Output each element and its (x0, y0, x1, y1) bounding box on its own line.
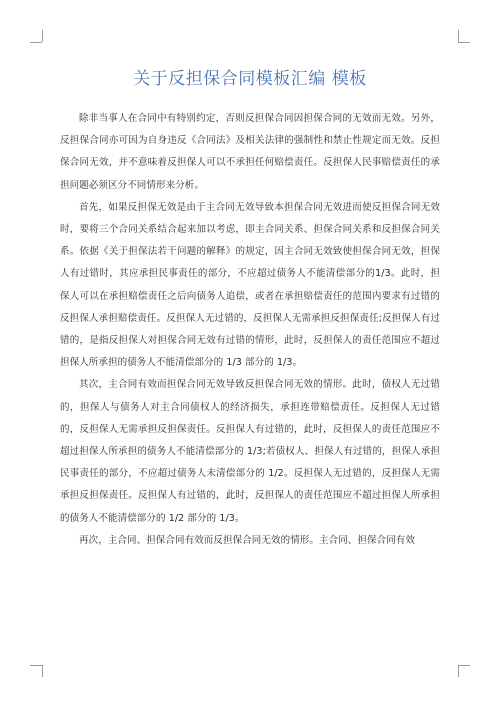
crop-mark-bottom-right-vertical (458, 665, 459, 677)
crop-mark-bottom-left-vertical (42, 665, 43, 677)
crop-mark-top-left-horizontal (30, 42, 42, 43)
paragraph-first: 首先，如果反担保无效是由于主合同无效导致本担保合同无效进而使反担保合同无效时，要将三个合同关系结合起来加以考虑，即主合同关系、担保合同关系和反担保合同关系。依据《关于担保法若干问题的解释》的规定，因主合同无效致使担保合同无效，担保人有过错时，其应承担民事责任的部分，不应超过债务人不能清偿部分的1/3。此时，担保人可以在承担赔偿责任之后向债务人追偿，或者在承担赔偿责任的范围内要求有过错的反担保人承担赔偿责任。反担保人无过错的，反担保人无需承担反担保责任;反担保人有过错的，是指反担保人对担保合同无效有过错的情形，此时，反担保人的责任范围应不超过担保人所承担的债务人不能清偿部分的 1/3 部分的 1/3。 (60, 201, 440, 369)
paragraph-second: 其次，主合同有效而担保合同无效导致反担保合同无效的情形。此时，债权人无过错的，担保人与债务人对主合同债权人的经济损失，承担连带赔偿责任。反担保人无过错的，反担保人无需承担反担保责任。反担保人有过错的，此时，反担保人的责任范围应不超过担保人所承担的债务人不能清偿部分的 1/3;若债权人、担保人有过错的，担保人承担民事责任的部分，不应超过债务人未清偿部分的 1/2。反担保人无过错的，反担保人无需承担反担保责任。反担保人有过错的，此时，反担保人的责任范围应不超过担保人所承担的债务人不能清偿部分的 1/2 部分的 1/3。 (60, 379, 440, 524)
document-title: 关于反担保合同模板汇编 模板 (133, 69, 367, 89)
crop-mark-top-right-horizontal (458, 42, 470, 43)
crop-mark-bottom-right-horizontal (458, 665, 470, 666)
paragraph-intro: 除非当事人在合同中有特别约定，否则反担保合同因担保合同的无效而无效。另外，反担保合同亦可因为自身违反《合同法》及相关法律的强制性和禁止性规定而无效。反担保合同无效，并不意味着反担保人可以不承担任何赔偿责任。反担保人民事赔偿责任的承担问题必须区分不同情形来分析。 (60, 113, 440, 191)
paragraph-third: 再次，主合同、担保合同有效而反担保合同无效的情形。主合同、担保合同有效 (79, 534, 416, 546)
crop-mark-top-left-vertical (42, 30, 43, 42)
crop-mark-bottom-left-horizontal (30, 665, 42, 666)
crop-mark-top-right-vertical (458, 30, 459, 42)
document-body (60, 108, 440, 552)
